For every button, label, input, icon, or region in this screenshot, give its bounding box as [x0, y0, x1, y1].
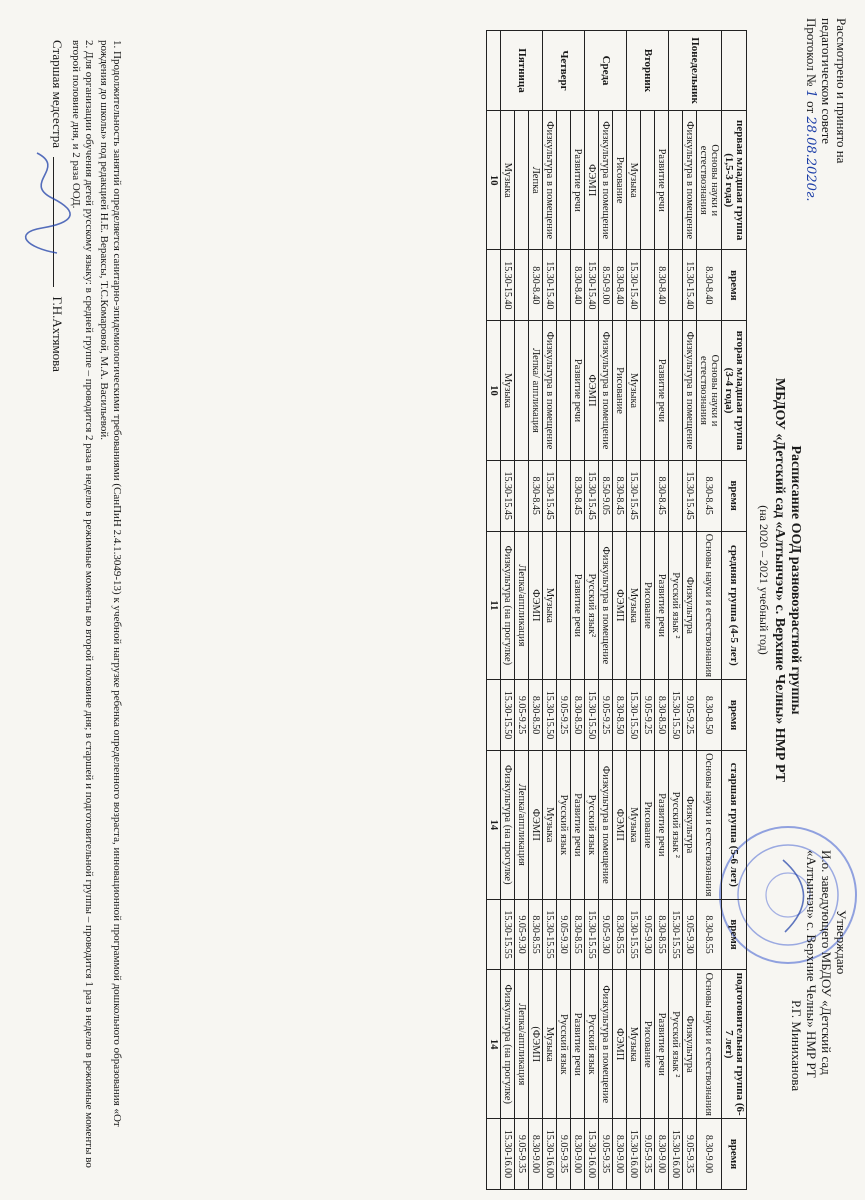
time-cell: 15.30-15.55: [585, 899, 599, 970]
time-cell: 9.05-9.30: [515, 899, 529, 970]
time-cell: 8.30-8.40: [697, 250, 722, 321]
time-cell: 15.30-15.45: [543, 460, 557, 531]
activity-cell: Развитие речи: [655, 970, 669, 1119]
time-cell: 9.05-9.35: [641, 1119, 655, 1190]
total-cell: [487, 460, 501, 531]
activity-cell: Музыка: [627, 531, 641, 680]
header-cell: первая младшая группа (1,5-3 года): [722, 111, 747, 250]
header-cell: подготовительная группа (6-7 лет): [722, 970, 747, 1119]
time-cell: 15.30-15.40: [543, 250, 557, 321]
activity-cell: Музыка: [627, 751, 641, 900]
activity-cell: Физкультура: [683, 531, 697, 680]
time-cell: 15.30-15.55: [501, 899, 515, 970]
activity-cell: Русский язык: [585, 751, 599, 900]
activity-cell: Развитие речи: [571, 321, 585, 460]
activity-cell: Русский язык: [557, 970, 571, 1119]
time-cell: 15.30-15.50: [543, 680, 557, 751]
approval-block-left: [803, 18, 849, 318]
activity-cell: ФЭМП: [613, 751, 627, 900]
time-cell: 8.30-9.00: [697, 1119, 722, 1190]
activity-cell: Основы науки и естествознания: [697, 751, 722, 900]
table-row: [697, 31, 722, 1190]
activity-cell: Рисование: [641, 970, 655, 1119]
activity-cell: ФЭМП: [585, 111, 599, 250]
activity-cell: Развитие речи: [571, 970, 585, 1119]
time-cell: 8.30-8.50: [655, 680, 669, 751]
activity-cell: [669, 111, 683, 250]
total-cell: 14: [487, 751, 501, 900]
time-cell: 9.05-9.30: [557, 899, 571, 970]
signature-name: Г.Н.Ахтямова: [50, 296, 65, 372]
time-cell: 15.30-15.40: [501, 250, 515, 321]
header-day: [722, 31, 747, 111]
activity-cell: Рисование: [641, 751, 655, 900]
time-cell: 15.30-15.45: [683, 460, 697, 531]
approve-line-3: «Алтынчэч» с. Верхние Челны» НМР РТ: [804, 850, 819, 1078]
time-cell: 15.30-15.40: [585, 250, 599, 321]
time-cell: [515, 250, 529, 321]
approval-line-2: педагогическом совете: [819, 18, 834, 145]
activity-cell: ФЭМП: [585, 321, 599, 460]
time-cell: 9.05-9.25: [599, 680, 613, 751]
header-cell: вторая младшая группа (3-4 года): [722, 321, 747, 460]
table-row: [655, 31, 669, 1190]
activity-cell: Русский язык: [557, 751, 571, 900]
time-cell: 15.30-16.00: [627, 1119, 641, 1190]
activity-cell: Русский язык²: [585, 531, 599, 680]
time-cell: [669, 250, 683, 321]
table-row: [529, 31, 543, 1190]
time-cell: 8.50-9.00: [599, 250, 613, 321]
activity-cell: Музыка: [543, 970, 557, 1119]
time-cell: [557, 460, 571, 531]
time-cell: 8.30-8.40: [613, 250, 627, 321]
approval-line-3: Протокол № 1 от 28.08.2020г.: [803, 18, 819, 202]
time-cell: 8.30-9.00: [529, 1119, 543, 1190]
time-cell: 8.30-8.40: [529, 250, 543, 321]
activity-cell: Рисование: [613, 321, 627, 460]
approve-line-2: И.о. заведующего МБДОУ «Детский сад: [819, 850, 834, 1075]
time-cell: 8.30-8.50: [529, 680, 543, 751]
header-cell: время: [722, 250, 747, 321]
time-cell: 9.05-9.25: [683, 680, 697, 751]
time-cell: 15.30-15.50: [501, 680, 515, 751]
header-cell: старшая группа (5-6 лет): [722, 751, 747, 900]
time-cell: 15.30-15.40: [627, 250, 641, 321]
table-row: [669, 31, 683, 1190]
header-cell: время: [722, 680, 747, 751]
time-cell: 15.30-15.55: [627, 899, 641, 970]
time-cell: 8.30-8.50: [697, 680, 722, 751]
activity-cell: Развитие речи: [655, 321, 669, 460]
time-cell: 15.30-15.55: [669, 899, 683, 970]
title-line-1: Расписание ООД разновозрастной группы: [788, 445, 803, 715]
time-cell: 15.30-15.50: [669, 680, 683, 751]
total-cell: 11: [487, 531, 501, 680]
activity-cell: Физкультура в помещение: [599, 970, 613, 1119]
activity-cell: Физкультура (на прогулке): [501, 751, 515, 900]
day-cell: Четверг: [543, 31, 585, 111]
activity-cell: [515, 321, 529, 460]
table-row: [557, 31, 571, 1190]
approval-block-right: [789, 850, 849, 1190]
time-cell: 9.05-9.35: [515, 1119, 529, 1190]
day-cell: Среда: [585, 31, 627, 111]
activity-cell: Физкультура (на прогулке): [501, 531, 515, 680]
time-cell: 15.30-16.00: [543, 1119, 557, 1190]
activity-cell: Лепка/аппликация: [515, 751, 529, 900]
time-cell: 15.30-16.00: [669, 1119, 683, 1190]
activity-cell: Физкультура в помещение: [543, 321, 557, 460]
activity-cell: Музыка: [627, 111, 641, 250]
header-cell: время: [722, 1119, 747, 1190]
table-row: [683, 31, 697, 1190]
table-row: [613, 31, 627, 1190]
table-row: [641, 31, 655, 1190]
time-cell: 15.30-16.00: [585, 1119, 599, 1190]
time-cell: 9.05-9.25: [515, 680, 529, 751]
activity-cell: Физкультура (на прогулке): [501, 970, 515, 1119]
activity-cell: Развитие речи: [571, 531, 585, 680]
document-title: [757, 300, 803, 860]
approval-line-1: Рассмотрено и принято на: [834, 18, 849, 164]
time-cell: 15.30-15.40: [683, 250, 697, 321]
table-row: [585, 31, 599, 1190]
activity-cell: ФЭМП: [529, 531, 543, 680]
total-cell: 14: [487, 970, 501, 1119]
title-line-3: (на 2020 – 2021 учебный год): [757, 505, 771, 655]
time-cell: 15.30-15.50: [585, 680, 599, 751]
time-cell: 8.30-8.40: [571, 250, 585, 321]
total-cell: [487, 680, 501, 751]
activity-cell: [669, 321, 683, 460]
time-cell: 8.30-8.45: [655, 460, 669, 531]
time-cell: 8.30-8.55: [529, 899, 543, 970]
table-row: [627, 31, 641, 1190]
table-row: [501, 31, 515, 1190]
activity-cell: Лепка/аппликация: [515, 531, 529, 680]
total-cell: [487, 250, 501, 321]
handwritten-signature: [17, 148, 77, 258]
activity-cell: Музыка: [501, 321, 515, 460]
activity-cell: Физкультура в помещение: [543, 111, 557, 250]
activity-cell: Лепка: [529, 111, 543, 250]
footnote-1: 1. Продолжительность занятий определяется санитарно-эпидемиологическими требованиями (СанПиН 2.4.1.3049-13) к учебной нагрузке ребенка определенного возраста, инновационной программой дошкольного образования «От рождения до школы» под редакцией Н.Е. Вераксы, Т.С.Комаровой, М.А. Васильевой.: [98, 40, 123, 1127]
time-cell: 15.30-15.45: [627, 460, 641, 531]
activity-cell: Физкультура в помещение: [599, 111, 613, 250]
time-cell: 8.30-8.45: [571, 460, 585, 531]
total-cell: 10: [487, 111, 501, 250]
time-cell: 15.30-15.55: [543, 899, 557, 970]
activity-cell: Основы науки и естествознания: [697, 970, 722, 1119]
time-cell: 8.30-8.45: [697, 460, 722, 531]
time-cell: 9.05-9.35: [557, 1119, 571, 1190]
activity-cell: Лепка/аппликация: [515, 970, 529, 1119]
total-cell: [487, 1119, 501, 1190]
activity-cell: [557, 531, 571, 680]
activity-cell: Рисование: [641, 531, 655, 680]
activity-cell: Музыка: [627, 970, 641, 1119]
time-cell: 8.30-8.45: [613, 460, 627, 531]
time-cell: 8.30-8.55: [697, 899, 722, 970]
activity-cell: ФЭМП: [529, 751, 543, 900]
activity-cell: Развитие речи: [571, 111, 585, 250]
activity-cell: Физкультура: [683, 970, 697, 1119]
time-cell: 8.30-8.45: [529, 460, 543, 531]
time-cell: 9.05-9.35: [599, 1119, 613, 1190]
activity-cell: Музыка: [501, 111, 515, 250]
time-cell: 9.05-9.25: [557, 680, 571, 751]
time-cell: 8.30-8.50: [571, 680, 585, 751]
header-cell: время: [722, 899, 747, 970]
time-cell: 8.30-8.55: [571, 899, 585, 970]
activity-cell: Физкультура в помещение: [599, 321, 613, 460]
activity-cell: [557, 321, 571, 460]
activity-cell: (ФЭМП: [529, 970, 543, 1119]
activity-cell: Развитие речи: [655, 111, 669, 250]
title-line-2: МБДОУ «Детский сад «Алтынчэч» с. Верхние Челны» НМР РТ: [772, 377, 787, 783]
time-cell: 15.30-15.50: [627, 680, 641, 751]
activity-cell: Музыка: [543, 531, 557, 680]
day-cell: Пятница: [501, 31, 543, 111]
activity-cell: Русский язык ²: [669, 970, 683, 1119]
time-cell: [641, 460, 655, 531]
activity-cell: Лепка/ аппликация: [529, 321, 543, 460]
time-cell: 8.30-8.55: [655, 899, 669, 970]
time-cell: 9.05-9.35: [683, 1119, 697, 1190]
table-row: [515, 31, 529, 1190]
activity-cell: Рисование: [613, 111, 627, 250]
day-cell: Вторник: [627, 31, 669, 111]
time-cell: 15.30-16.00: [501, 1119, 515, 1190]
table-row: [599, 31, 613, 1190]
activity-cell: Развитие речи: [655, 531, 669, 680]
approve-line-1: Утверждаю: [834, 910, 849, 975]
approve-line-4: Р.Г. Миниханова: [789, 1000, 804, 1092]
activity-cell: ФЭМП: [613, 970, 627, 1119]
activity-cell: Физкультура в помещение: [683, 111, 697, 250]
activity-cell: Музыка: [627, 321, 641, 460]
time-cell: 15.30-15.45: [585, 460, 599, 531]
time-cell: 8.30-8.55: [613, 899, 627, 970]
time-cell: [515, 460, 529, 531]
time-cell: 8.30-9.00: [655, 1119, 669, 1190]
time-cell: 8.30-8.50: [613, 680, 627, 751]
table-row: [543, 31, 557, 1190]
total-cell: 10: [487, 321, 501, 460]
activity-cell: [641, 111, 655, 250]
activity-cell: Русский язык: [585, 970, 599, 1119]
activity-cell: Основы науки и естествознания: [697, 531, 722, 680]
time-cell: 9.05-9.30: [683, 899, 697, 970]
activity-cell: Музыка: [543, 751, 557, 900]
activity-cell: [515, 111, 529, 250]
time-cell: [557, 250, 571, 321]
activity-cell: Основы науки и естествознания: [697, 111, 722, 250]
activity-cell: ФЭМП: [613, 531, 627, 680]
activity-cell: Русский язык ²: [669, 751, 683, 900]
activity-cell: Физкультура: [683, 751, 697, 900]
table-header-row: [722, 31, 747, 1190]
time-cell: 9.05-9.25: [641, 680, 655, 751]
footnote-2: 2. Для организации обучения детей русскому языку: в средней группе – проводится 2 раза в неделю в режимные моменты во второй половине дня; в старшей и подготовительной группы – проводится 1 раз в неделю в режимные моменты во второй половине дня, и 2 раза ООД.: [70, 40, 95, 1168]
protocol-number: 1: [803, 89, 818, 98]
activity-cell: [557, 111, 571, 250]
protocol-date: 28.08.2020г.: [803, 116, 818, 202]
time-cell: 8.50-9.05: [599, 460, 613, 531]
signature-role: Старшая медсестра: [50, 40, 65, 148]
activity-cell: Развитие речи: [571, 751, 585, 900]
activity-cell: Физкультура в помещение: [599, 751, 613, 900]
time-cell: 8.30-8.40: [655, 250, 669, 321]
time-cell: 8.30-9.00: [613, 1119, 627, 1190]
time-cell: 15.30-15.45: [501, 460, 515, 531]
schedule-table: [486, 30, 747, 1190]
time-cell: [669, 460, 683, 531]
totals-label-cell: [487, 31, 501, 111]
day-cell: Понедельник: [669, 31, 722, 111]
activity-cell: Физкультура в помещение: [683, 321, 697, 460]
activity-cell: Русский язык ²: [669, 531, 683, 680]
total-cell: [487, 899, 501, 970]
activity-cell: [641, 321, 655, 460]
time-cell: 9.05-9.30: [599, 899, 613, 970]
time-cell: [641, 250, 655, 321]
activity-cell: Развитие речи: [655, 751, 669, 900]
header-cell: время: [722, 460, 747, 531]
header-cell: средняя группа (4-5 лет): [722, 531, 747, 680]
time-cell: 8.30-9.00: [571, 1119, 585, 1190]
activity-cell: Физкультура в помещение: [599, 531, 613, 680]
time-cell: 9.05-9.30: [641, 899, 655, 970]
table-row: [571, 31, 585, 1190]
activity-cell: Основы науки и естествознания: [697, 321, 722, 460]
totals-row: [487, 31, 501, 1190]
